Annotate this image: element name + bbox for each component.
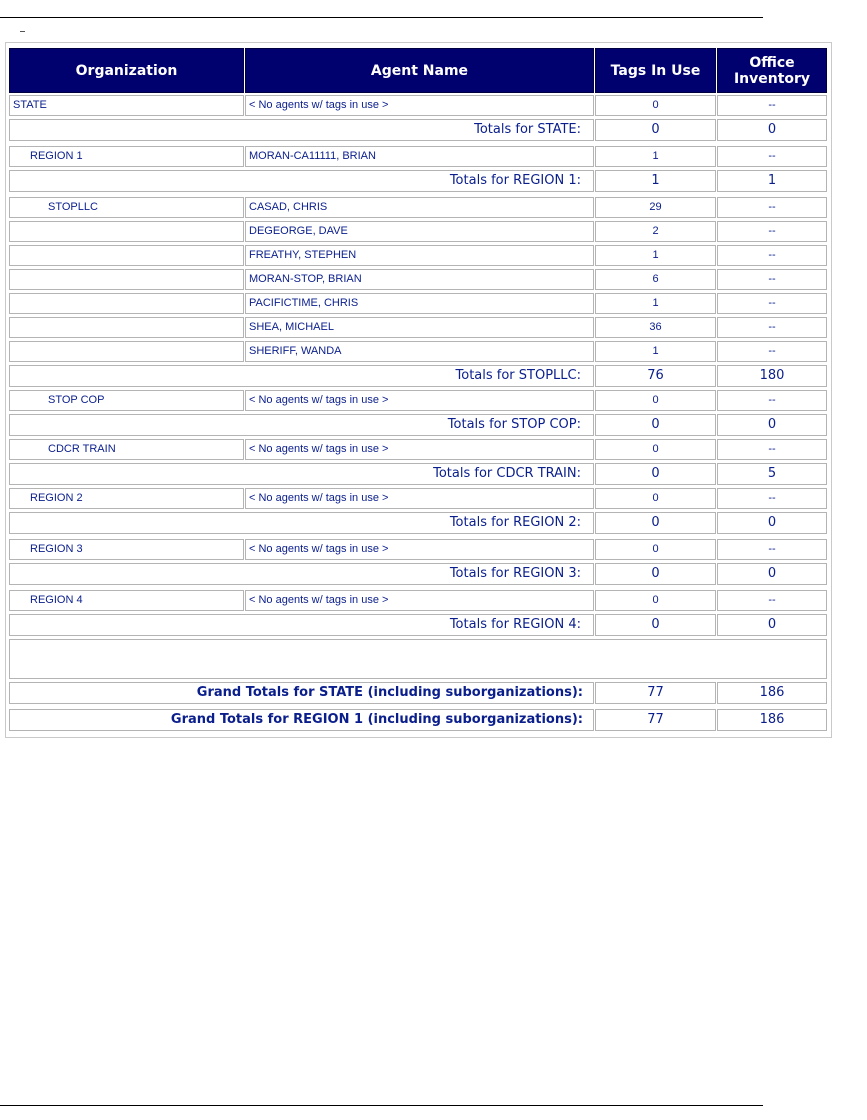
header-organization[interactable]: Organization: [9, 48, 244, 93]
totals-tags: 0: [595, 512, 716, 534]
agent-cell: MORAN-CA11111, BRIAN: [245, 146, 594, 167]
tags-cell: 0: [595, 390, 716, 411]
tags-cell: 1: [595, 341, 716, 362]
header-office-inventory-line1: Office: [749, 54, 795, 71]
totals-label: Totals for REGION 1:: [9, 170, 594, 192]
agent-cell: < No agents w/ tags in use >: [245, 390, 594, 411]
inventory-cell: --: [717, 95, 827, 116]
org-cell: [9, 245, 244, 266]
totals-tags: 0: [595, 563, 716, 585]
tags-cell: 2: [595, 221, 716, 242]
grand-totals-inventory: 186: [717, 682, 827, 704]
org-cell: [9, 317, 244, 338]
tags-cell: 36: [595, 317, 716, 338]
agent-cell: SHEA, MICHAEL: [245, 317, 594, 338]
totals-inventory: 0: [717, 614, 827, 636]
totals-inventory: 180: [717, 365, 827, 387]
inventory-cell: --: [717, 245, 827, 266]
table-header-row: [6, 48, 831, 93]
agent-cell: PACIFICTIME, CHRIS: [245, 293, 594, 314]
org-cell: STOPLLC: [9, 197, 244, 218]
grand-totals-inventory: 186: [717, 709, 827, 731]
agent-cell: < No agents w/ tags in use >: [245, 488, 594, 509]
org-cell: STOP COP: [9, 390, 244, 411]
agent-cell: < No agents w/ tags in use >: [245, 539, 594, 560]
agent-cell: FREATHY, STEPHEN: [245, 245, 594, 266]
grand-totals-label: Grand Totals for REGION 1 (including suborganizations):: [9, 709, 594, 731]
inventory-cell: --: [717, 341, 827, 362]
org-cell: CDCR TRAIN: [9, 439, 244, 460]
inventory-cell: --: [717, 439, 827, 460]
tags-cell: 6: [595, 269, 716, 290]
page-top-rule: [0, 17, 763, 18]
inventory-cell: --: [717, 590, 827, 611]
agent-cell: CASAD, CHRIS: [245, 197, 594, 218]
org-cell: REGION 2: [9, 488, 244, 509]
tags-cell: 29: [595, 197, 716, 218]
spacer-cell: [9, 639, 827, 679]
inventory-cell: --: [717, 390, 827, 411]
totals-inventory: 1: [717, 170, 827, 192]
org-cell: REGION 1: [9, 146, 244, 167]
inventory-cell: --: [717, 269, 827, 290]
totals-tags: 0: [595, 614, 716, 636]
totals-inventory: 5: [717, 463, 827, 485]
agent-cell: < No agents w/ tags in use >: [245, 590, 594, 611]
inventory-cell: --: [717, 539, 827, 560]
agent-cell: DEGEORGE, DAVE: [245, 221, 594, 242]
inventory-cell: --: [717, 488, 827, 509]
totals-label: Totals for STATE:: [9, 119, 594, 141]
tag-usage-report-table: [5, 42, 832, 738]
totals-label: Totals for REGION 2:: [9, 512, 594, 534]
totals-inventory: 0: [717, 414, 827, 436]
agent-cell: < No agents w/ tags in use >: [245, 95, 594, 116]
totals-inventory: 0: [717, 512, 827, 534]
header-agent-name[interactable]: Agent Name: [245, 48, 594, 93]
totals-inventory: 0: [717, 563, 827, 585]
tags-cell: 1: [595, 146, 716, 167]
org-cell: REGION 3: [9, 539, 244, 560]
inventory-cell: --: [717, 197, 827, 218]
agent-cell: < No agents w/ tags in use >: [245, 439, 594, 460]
tags-cell: 1: [595, 293, 716, 314]
org-cell: [9, 269, 244, 290]
inventory-cell: --: [717, 317, 827, 338]
inventory-cell: --: [717, 146, 827, 167]
org-cell: STATE: [9, 95, 244, 116]
totals-label: Totals for STOP COP:: [9, 414, 594, 436]
tags-cell: 0: [595, 539, 716, 560]
inventory-cell: --: [717, 293, 827, 314]
agent-cell: MORAN-STOP, BRIAN: [245, 269, 594, 290]
org-cell: [9, 341, 244, 362]
totals-tags: 1: [595, 170, 716, 192]
totals-label: Totals for CDCR TRAIN:: [9, 463, 594, 485]
header-office-inventory[interactable]: [717, 48, 827, 93]
org-cell: [9, 221, 244, 242]
page-mark: [20, 28, 25, 32]
inventory-cell: --: [717, 221, 827, 242]
totals-label: Totals for REGION 3:: [9, 563, 594, 585]
grand-totals-tags: 77: [595, 682, 716, 704]
totals-tags: 0: [595, 414, 716, 436]
totals-tags: 0: [595, 463, 716, 485]
agent-cell: SHERIFF, WANDA: [245, 341, 594, 362]
header-office-inventory-line2: Inventory: [733, 70, 811, 87]
tags-cell: 1: [595, 245, 716, 266]
totals-label: Totals for STOPLLC:: [9, 365, 594, 387]
totals-tags: 76: [595, 365, 716, 387]
org-cell: REGION 4: [9, 590, 244, 611]
page-bottom-rule: [0, 1105, 763, 1106]
tags-cell: 0: [595, 590, 716, 611]
tags-cell: 0: [595, 95, 716, 116]
header-tags-in-use[interactable]: Tags In Use: [595, 48, 716, 93]
tags-cell: 0: [595, 488, 716, 509]
grand-totals-tags: 77: [595, 709, 716, 731]
totals-label: Totals for REGION 4:: [9, 614, 594, 636]
grand-totals-label: Grand Totals for STATE (including suborganizations):: [9, 682, 594, 704]
tags-cell: 0: [595, 439, 716, 460]
org-cell: [9, 293, 244, 314]
totals-tags: 0: [595, 119, 716, 141]
totals-inventory: 0: [717, 119, 827, 141]
